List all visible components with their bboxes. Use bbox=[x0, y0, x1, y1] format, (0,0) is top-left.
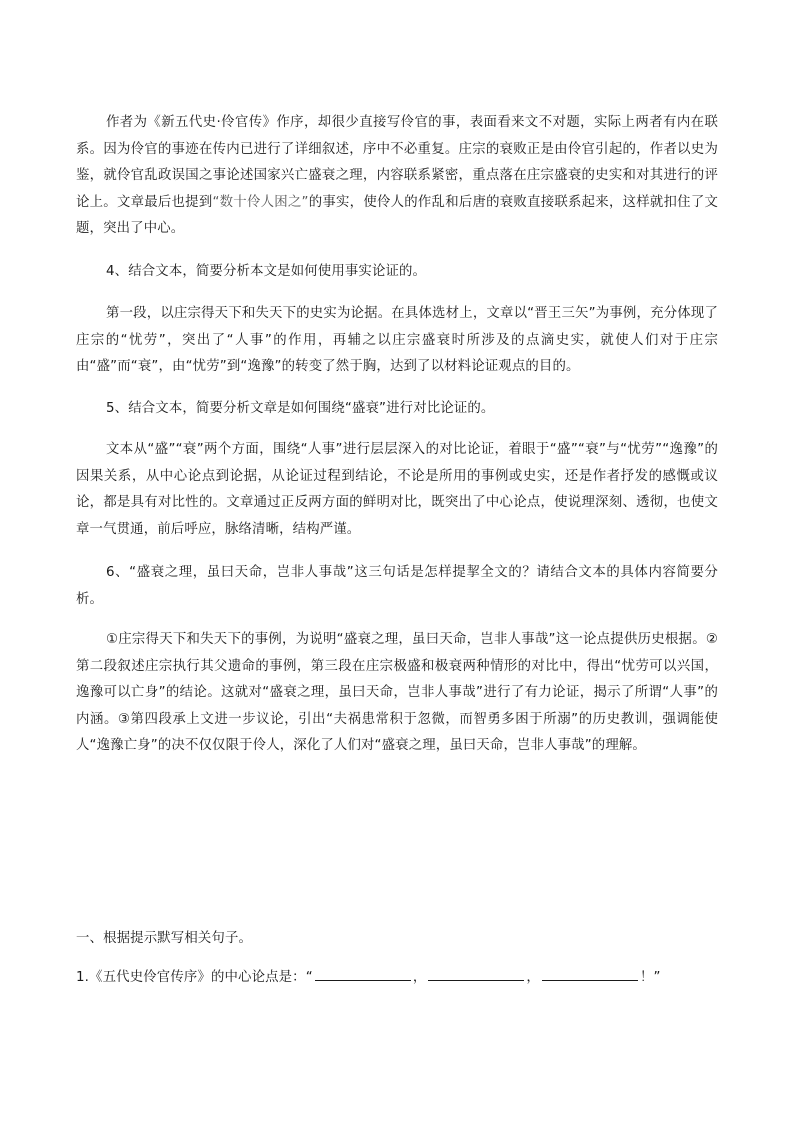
paragraph-text: 作者为《新五代史·伶官传》作序，却很少直接写伶官的事，表面看来文不对题，实际上两者有内在联系。因为伶官的事迹在传内已进行了详细叙述，序中不必重复。庄宗的衰败正是由伶官引起的，作者以史为鉴，就伶官乱政误国之事论述国家兴亡盛衰之理，内容联系紧密，重点落在庄宗盛衰的史实和对其进行的评论上。文章最后也提到 bbox=[76, 115, 718, 210]
question-4: 4、结合文本，简要分析本文是如何使用事实论证的。 bbox=[106, 264, 427, 279]
item-suffix: ！” bbox=[639, 970, 661, 985]
paragraph-text: 的事实，使伶人的作乱和后唐的衰败直接联系起来，这样就扣住了文题，突出了中心。 bbox=[76, 194, 719, 236]
comma: ， bbox=[526, 970, 540, 985]
answer-5: 文本从“盛”“衰”两个方面，围绕“人事”进行层层深入的对比论证，着眼于“盛”“衰”与“忧劳”“逸豫”的因果关系，从中心论点到论据，从论证过程到结论，不论是所用的事例或史实，还是作者抒发的感慨或议论，都是具有对比性的。文章通过正反两方面的鲜明对比，既突出了中心论点，使说理深刻、透彻，也使文章一气贯通，前后呼应，脉络清晰，结构严谨。 bbox=[76, 442, 718, 537]
blank-3[interactable] bbox=[542, 966, 638, 981]
section-heading: 一、根据提示默写相关句子。 bbox=[76, 931, 253, 946]
quoted-text: “数十伶人困之” bbox=[212, 194, 309, 210]
blank-2[interactable] bbox=[428, 966, 524, 981]
fill-in-item-1 bbox=[76, 965, 718, 992]
question-6: 6、“盛衰之理，虽曰天命，岂非人事哉”这三句话是怎样提挈全文的？请结合文本的具体内容简要分析。 bbox=[76, 565, 718, 607]
answer-6: ①庄宗得天下和失天下的事例，为说明“盛衰之理，虽曰天命，岂非人事哉”这一论点提供历史根据。②第二段叙述庄宗执行其父遗命的事例，第三段在庄宗极盛和极衰两种情形的对比中，得出“忧劳可以兴国，逸豫可以亡身”的结论。这就对“盛衰之理，虽曰天命，岂非人事哉”进行了有力论证，揭示了所谓“人事”的内涵。③第四段承上文进一步议论，引出“夫祸患常积于忽微，而智勇多困于所溺”的历史教训，强调能使人“逸豫亡身”的决不仅仅限于伶人，深化了人们对“盛衰之理，虽曰天命，岂非人事哉”的理解。 bbox=[76, 632, 718, 753]
comma: ， bbox=[412, 970, 427, 985]
question-5: 5、结合文本，简要分析文章是如何围绕“盛衰”进行对比论证的。 bbox=[106, 401, 495, 416]
answer-4: 第一段，以庄宗得天下和失天下的史实为论据。在具体选材上，文章以“晋王三矢”为事例，充分体现了庄宗的“忧劳”，突出了“人事”的作用，再辅之以庄宗盛衰时所涉及的点滴史实，就使人们对于庄宗由“盛”而“衰”，由“忧劳”到“逸豫”的转变了然于胸，达到了以材料论证观点的目的。 bbox=[76, 306, 718, 374]
item-prefix: 1.《五代史伶官传序》的中心论点是：“ bbox=[76, 970, 313, 985]
blank-1[interactable] bbox=[315, 966, 411, 981]
paragraph-preface-analysis bbox=[76, 110, 718, 243]
